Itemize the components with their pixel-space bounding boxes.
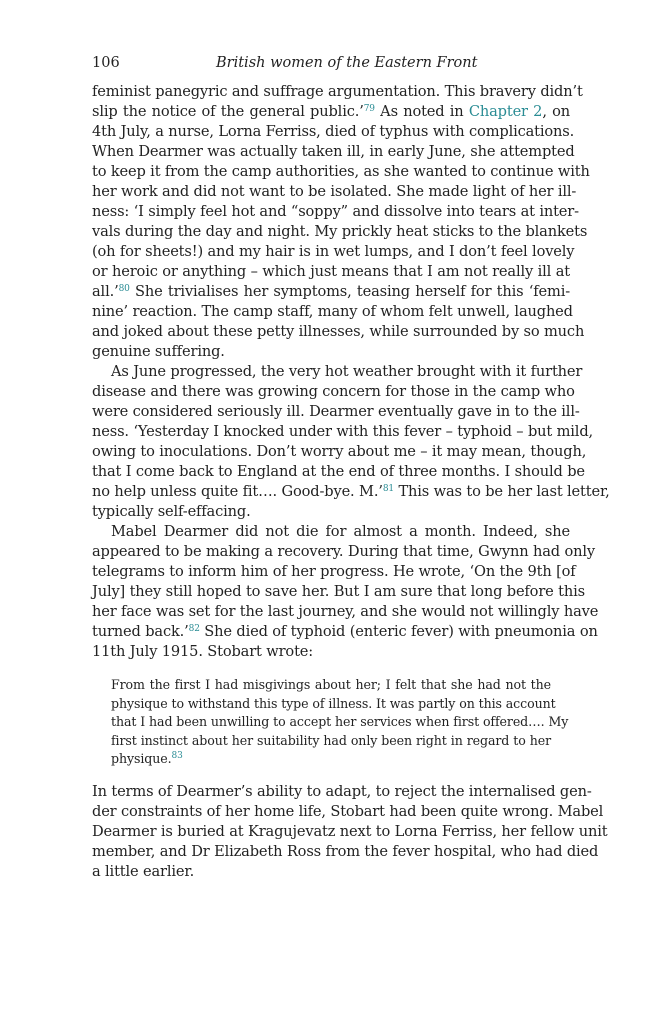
text-line: first instinct about her suitability had only been right in regard to her	[111, 732, 551, 748]
text-line: vals during the day and night. My prickly heat sticks to the blankets	[92, 223, 588, 240]
text-run: slip the notice of the general public.’	[92, 103, 364, 120]
text-line: ness: ‘I simply feel hot and “soppy” and dissolve into tears at inter-	[92, 203, 579, 220]
footnote-ref[interactable]: 83	[171, 751, 183, 761]
text-run: all.’	[92, 283, 119, 300]
text-line: feminist panegyric and suffrage argumentation. This bravery didn’t	[92, 83, 583, 100]
page-header	[92, 53, 570, 73]
text-run: She trivialises her symptoms, teasing herself for this ‘femi-	[129, 283, 570, 300]
text-line: July] they still hoped to save her. But I am sure that long before this	[92, 583, 585, 600]
text-line: 11th July 1915. Stobart wrote:	[92, 643, 314, 660]
text-line: that I come back to England at the end of three months. I should be	[92, 463, 585, 480]
text-line: genuine suffering.	[92, 343, 225, 360]
text-line	[92, 282, 570, 302]
text-line: der constraints of her home life, Stobart had been quite wrong. Mabel	[92, 803, 604, 820]
text-line: physique to withstand this type of illness. It was partly on this account	[111, 695, 556, 711]
paragraph-4	[92, 782, 608, 882]
text-line: member, and Dr Elizabeth Ross from the fever hospital, who had died	[92, 843, 599, 860]
text-line	[92, 622, 598, 642]
text-line: were considered seriously ill. Dearmer eventually gave in to the ill-	[92, 403, 580, 420]
text-line	[111, 750, 551, 769]
text-line: Mabel Dearmer did not die for almost a month. Indeed, she	[111, 523, 570, 540]
page-number: 106	[92, 55, 120, 71]
text-line: to keep it from the camp authorities, as she wanted to continue with	[92, 163, 590, 180]
text-line: typically self-effacing.	[92, 503, 251, 520]
text-line: that I had been unwilling to accept her services when first offered…. My	[111, 714, 569, 729]
text-line: appeared to be making a recovery. During that time, Gwynn had only	[92, 543, 595, 560]
text-line: a little earlier.	[92, 863, 195, 880]
paragraph-2	[92, 362, 610, 522]
text-run: This was to be her last letter,	[393, 483, 610, 500]
text-line: In terms of Dearmer’s ability to adapt, to reject the internalised gen-	[92, 783, 592, 800]
footnote-ref[interactable]: 82	[188, 624, 200, 634]
text-line	[92, 102, 570, 122]
text-line: nine’ reaction. The camp staff, many of whom felt unwell, laughed	[92, 303, 573, 320]
text-line: 4th July, a nurse, Lorna Ferriss, died of typhus with complications.	[92, 123, 575, 140]
text-line: Dearmer is buried at Kragujevatz next to Lorna Ferriss, her fellow unit	[92, 823, 608, 840]
body-text	[92, 82, 610, 662]
text-line: her face was set for the last journey, and she would not willingly have	[92, 603, 599, 620]
text-line: When Dearmer was actually taken ill, in early June, she attempted	[92, 143, 575, 160]
text-line: telegrams to inform him of her progress. He wrote, ‘On the 9th [of	[92, 563, 576, 580]
footnote-ref[interactable]: 79	[363, 104, 375, 114]
text-run: She died of typhoid (enteric fever) with pneumonia on	[199, 623, 598, 640]
running-title: British women of the Eastern Front	[216, 55, 478, 71]
paragraph-1	[92, 82, 590, 362]
text-line: disease and there was growing concern for those in the camp who	[92, 383, 575, 400]
footnote-ref[interactable]: 80	[118, 284, 130, 294]
text-line: or heroic or anything – which just means that I am not really ill at	[92, 263, 570, 280]
block-quote	[111, 676, 569, 769]
text-line	[92, 482, 610, 502]
text-line: From the first I had misgivings about her; I felt that she had not the	[111, 677, 551, 692]
text-run: turned back.’	[92, 623, 189, 640]
text-line: (oh for sheets!) and my hair is in wet lumps, and I don’t feel lovely	[92, 243, 575, 260]
footnote-ref[interactable]: 81	[382, 484, 394, 494]
text-line: ness. ‘Yesterday I knocked under with this fever – typhoid – but mild,	[92, 423, 593, 440]
text-line: her work and did not want to be isolated. She made light of her ill-	[92, 183, 577, 200]
text-line: As June progressed, the very hot weather brought with it further	[111, 363, 583, 380]
chapter-link[interactable]: Chapter 2	[468, 103, 543, 120]
paragraph-3	[92, 522, 599, 662]
text-line: owing to inoculations. Don’t worry about me – it may mean, though,	[92, 443, 587, 460]
text-run: no help unless quite fit…. Good-bye. M.’	[92, 483, 383, 500]
text-line: and joked about these petty illnesses, while surrounded by so much	[92, 323, 585, 340]
text-run: physique.	[111, 751, 172, 766]
text-run: As noted in	[374, 103, 469, 120]
text-run: , on	[542, 103, 570, 120]
